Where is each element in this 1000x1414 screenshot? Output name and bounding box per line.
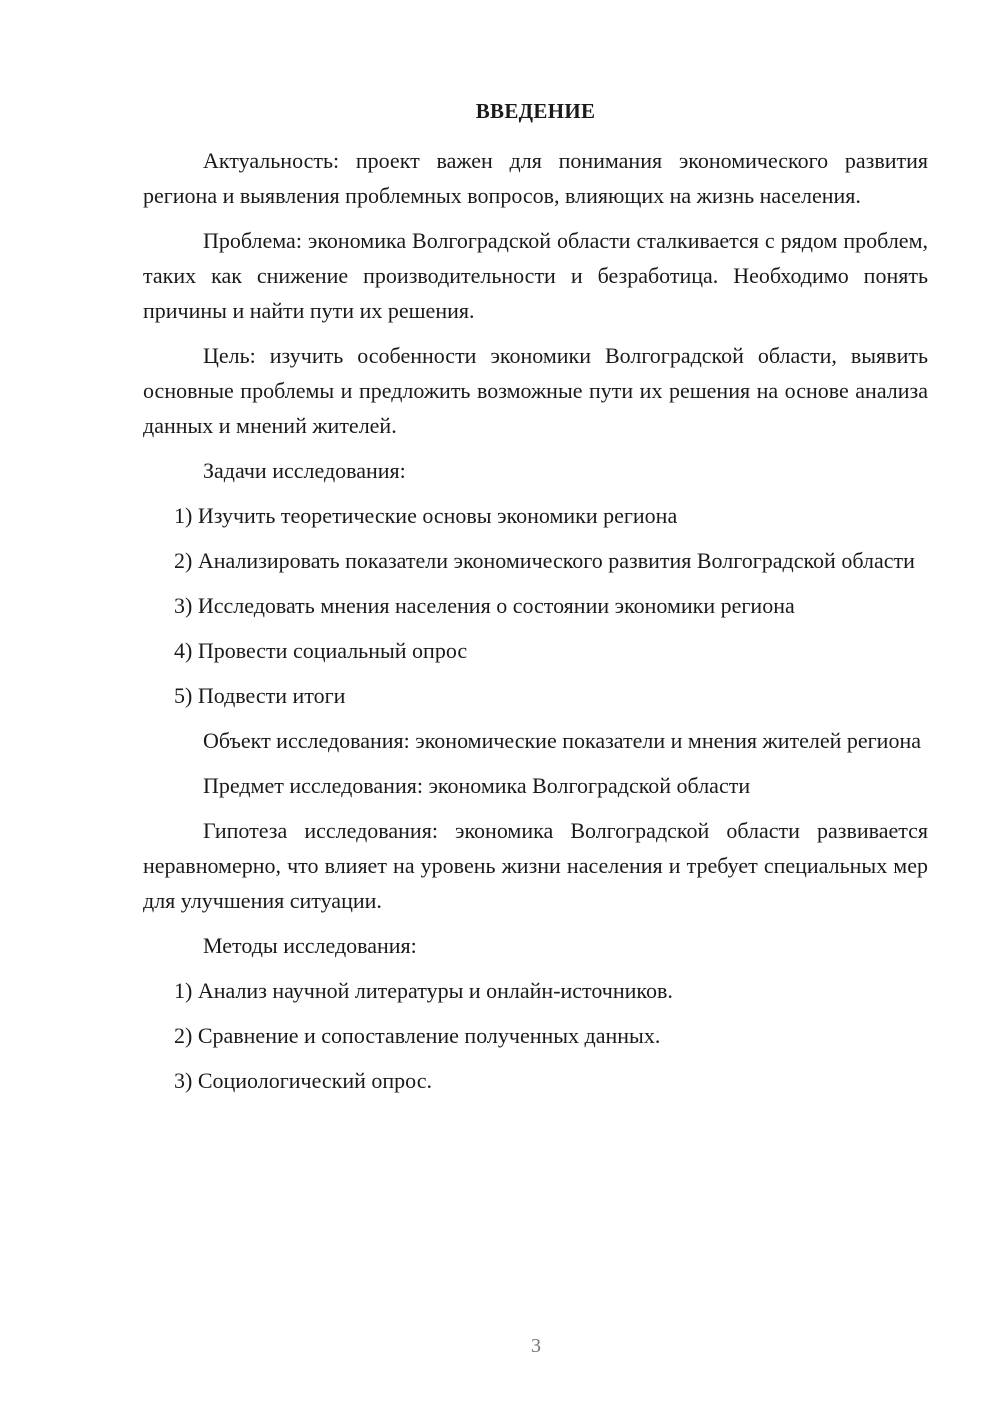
paragraph-object: Объект исследования: экономические показатели и мнения жителей региона <box>203 728 921 753</box>
list-item-method-2: 2) Сравнение и сопоставление полученных данных. <box>174 1023 661 1048</box>
paragraph-hypothesis: Гипотеза исследования: экономика Волгоградской области развивается неравномерно, что влияет на уровень жизни населения и требует специальных мер для улучшения ситуации. <box>143 818 928 913</box>
page-number: 3 <box>531 1335 541 1357</box>
list-item-method-3: 3) Социологический опрос. <box>174 1068 432 1093</box>
section-heading: ВВЕДЕНИЕ <box>475 99 596 123</box>
list-item-task-3: 3) Исследовать мнения населения о состоянии экономики региона <box>174 593 795 618</box>
list-item-task-1: 1) Изучить теоретические основы экономики региона <box>174 503 678 528</box>
paragraph-methods-heading: Методы исследования: <box>203 933 417 958</box>
document-body <box>143 143 928 1108</box>
list-item-task-2: 2) Анализировать показатели экономического развития Волгоградской области <box>174 548 915 573</box>
paragraph-problem: Проблема: экономика Волгоградской области сталкивается с рядом проблем, таких как снижение производительности и безработица. Необходимо понять причины и найти пути их решения. <box>143 228 928 323</box>
list-item-method-1: 1) Анализ научной литературы и онлайн-источников. <box>174 978 673 1003</box>
list-item-task-5: 5) Подвести итоги <box>174 683 346 708</box>
list-item-task-4: 4) Провести социальный опрос <box>174 638 468 663</box>
paragraph-relevance: Актуальность: проект важен для понимания экономического развития региона и выявления проблемных вопросов, влияющих на жизнь населения. <box>143 148 928 208</box>
paragraph-tasks-heading: Задачи исследования: <box>203 458 406 483</box>
paragraph-goal: Цель: изучить особенности экономики Волгоградской области, выявить основные проблемы и предложить возможные пути их решения на основе анализа данных и мнений жителей. <box>143 343 928 438</box>
paragraph-subject: Предмет исследования: экономика Волгоградской области <box>203 773 751 798</box>
